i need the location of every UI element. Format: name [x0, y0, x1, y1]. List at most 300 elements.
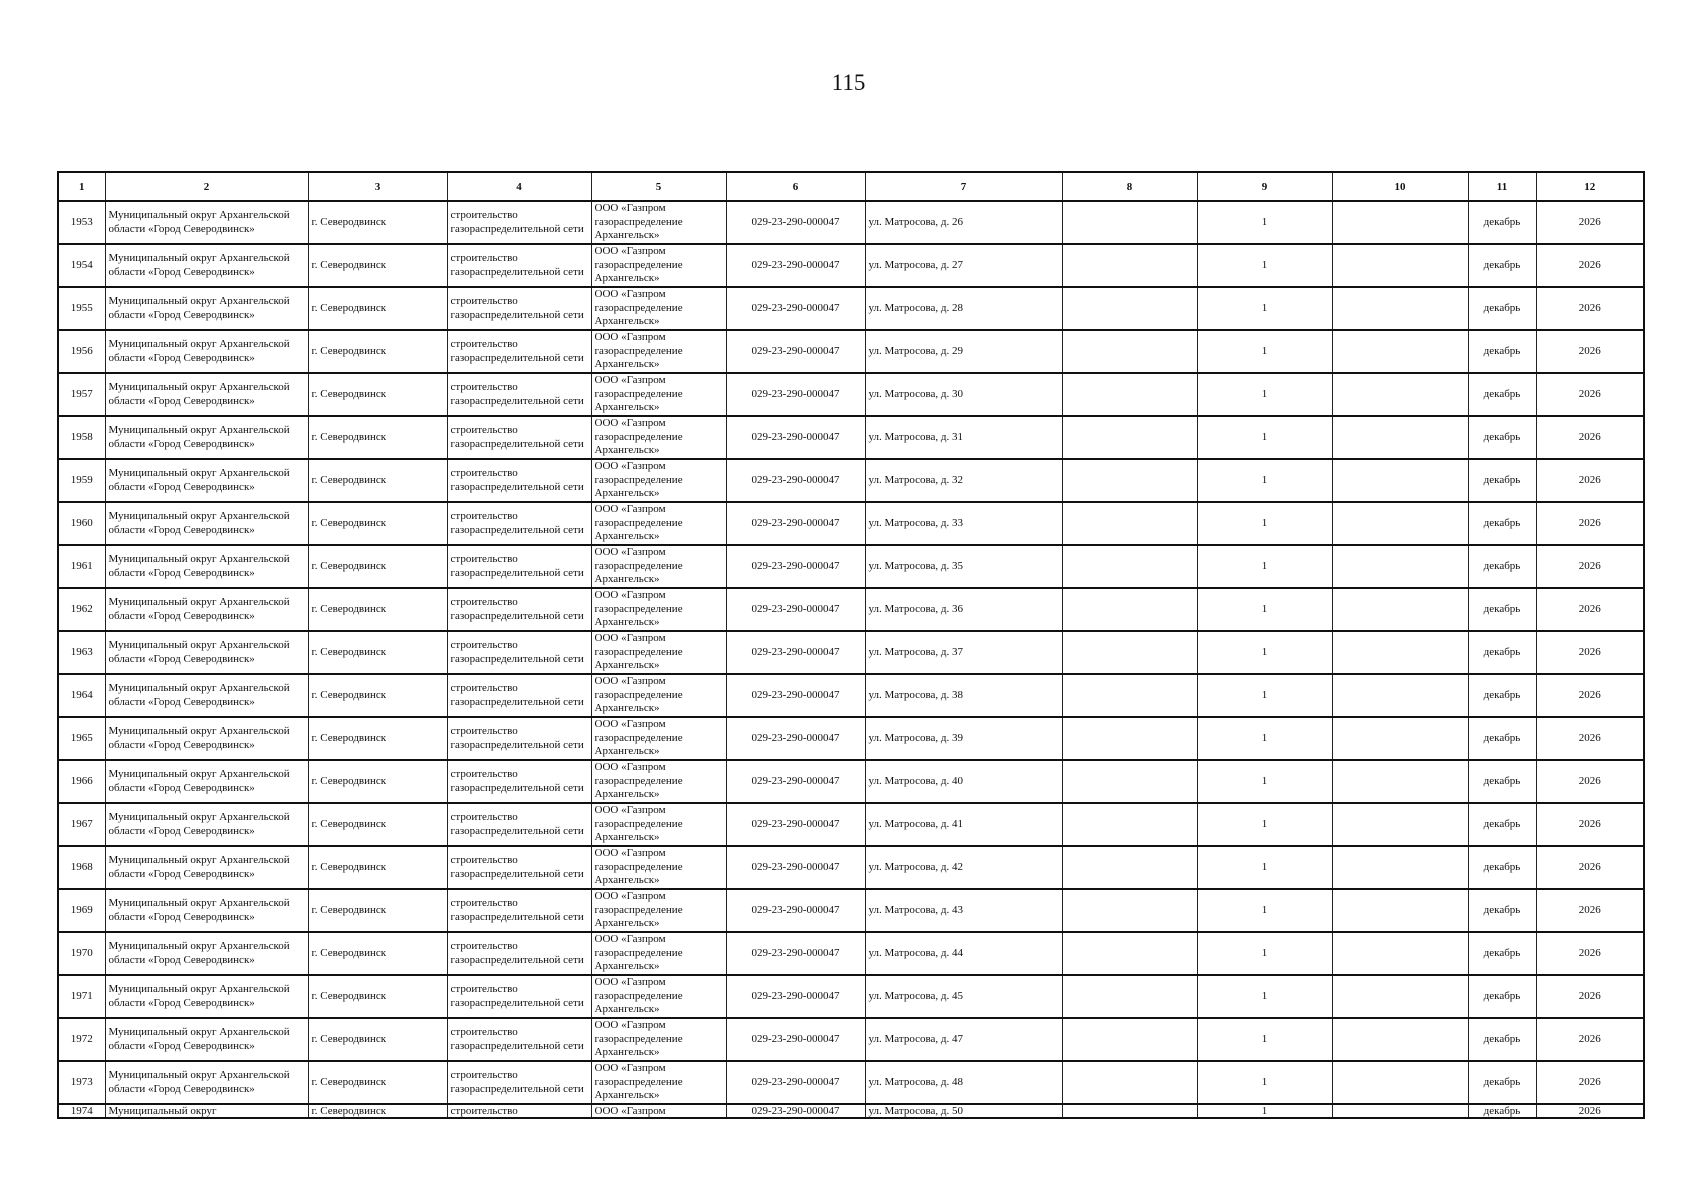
address-cell: ул. Матросова, д. 29 [865, 330, 1062, 373]
month-cell: декабрь [1468, 803, 1536, 846]
activity-type-cell: строительство газораспределительной сети [447, 1018, 591, 1061]
activity-type-cell: строительство газораспределительной сети [447, 244, 591, 287]
table-row [58, 416, 1644, 459]
quantity-cell: 1 [1197, 502, 1332, 545]
organization-cell: ООО «Газпром газораспределение Архангельск» [591, 1018, 726, 1061]
header-cell: 2 [105, 172, 308, 201]
column-8-value-cell [1062, 1018, 1197, 1061]
municipal-district-cell: Муниципальный округ Архангельской области «Город Северодвинск» [105, 674, 308, 717]
column-10-value-cell [1332, 201, 1468, 244]
year-cell: 2026 [1536, 545, 1644, 588]
organization-cell: ООО «Газпром газораспределение Архангельск» [591, 373, 726, 416]
activity-type-cell: строительство газораспределительной сети [447, 846, 591, 889]
table-row [58, 1061, 1644, 1104]
quantity-cell: 1 [1197, 975, 1332, 1018]
quantity-cell: 1 [1197, 588, 1332, 631]
registry-code-cell: 029-23-290-000047 [726, 717, 865, 760]
activity-type-cell: строительство газораспределительной сети [447, 975, 591, 1018]
city-cell: г. Северодвинск [308, 631, 447, 674]
column-8-value-cell [1062, 330, 1197, 373]
quantity-cell: 1 [1197, 459, 1332, 502]
column-8-value-cell [1062, 545, 1197, 588]
month-cell: декабрь [1468, 1061, 1536, 1104]
row-number-cell: 1966 [58, 760, 105, 803]
row-number-cell: 1969 [58, 889, 105, 932]
column-8-value-cell [1062, 459, 1197, 502]
column-10-value-cell [1332, 1018, 1468, 1061]
month-cell: декабрь [1468, 287, 1536, 330]
row-number-cell: 1962 [58, 588, 105, 631]
row-number-cell: 1971 [58, 975, 105, 1018]
column-10-value-cell [1332, 244, 1468, 287]
header-cell: 5 [591, 172, 726, 201]
registry-code-cell: 029-23-290-000047 [726, 889, 865, 932]
address-cell: ул. Матросова, д. 45 [865, 975, 1062, 1018]
registry-code-cell: 029-23-290-000047 [726, 545, 865, 588]
municipal-district-cell: Муниципальный округ Архангельской области «Город Северодвинск» [105, 459, 308, 502]
organization-cell: ООО «Газпром газораспределение Архангельск» [591, 588, 726, 631]
year-cell: 2026 [1536, 1018, 1644, 1061]
row-number-cell: 1964 [58, 674, 105, 717]
registry-code-cell: 029-23-290-000047 [726, 932, 865, 975]
column-10-value-cell [1332, 631, 1468, 674]
row-number-cell: 1965 [58, 717, 105, 760]
year-cell: 2026 [1536, 459, 1644, 502]
month-cell: декабрь [1468, 975, 1536, 1018]
year-cell: 2026 [1536, 717, 1644, 760]
year-cell: 2026 [1536, 416, 1644, 459]
year-cell: 2026 [1536, 1061, 1644, 1104]
column-10-value-cell [1332, 373, 1468, 416]
row-number-cell: 1954 [58, 244, 105, 287]
municipal-district-cell: Муниципальный округ Архангельской области «Город Северодвинск» [105, 588, 308, 631]
header-cell: 8 [1062, 172, 1197, 201]
quantity-cell: 1 [1197, 373, 1332, 416]
quantity-cell: 1 [1197, 416, 1332, 459]
organization-cell: ООО «Газпром газораспределение Архангельск» [591, 330, 726, 373]
activity-type-cell: строительство газораспределительной сети [447, 330, 591, 373]
quantity-cell: 1 [1197, 244, 1332, 287]
column-10-value-cell [1332, 330, 1468, 373]
table-row [58, 631, 1644, 674]
header-cell: 6 [726, 172, 865, 201]
activity-type-cell: строительство газораспределительной сети [447, 932, 591, 975]
city-cell: г. Северодвинск [308, 889, 447, 932]
row-number-cell: 1970 [58, 932, 105, 975]
column-10-value-cell [1332, 717, 1468, 760]
municipal-district-cell: Муниципальный округ Архангельской области «Город Северодвинск» [105, 545, 308, 588]
row-number-cell: 1968 [58, 846, 105, 889]
month-cell: декабрь [1468, 631, 1536, 674]
row-number-cell: 1963 [58, 631, 105, 674]
address-cell: ул. Матросова, д. 41 [865, 803, 1062, 846]
row-number-cell: 1959 [58, 459, 105, 502]
table-row [58, 889, 1644, 932]
municipal-district-cell: Муниципальный округ Архангельской области «Город Северодвинск» [105, 1018, 308, 1061]
organization-cell: ООО «Газпром газораспределение Архангельск» [591, 1061, 726, 1104]
quantity-cell: 1 [1197, 1061, 1332, 1104]
organization-cell: ООО «Газпром газораспределение Архангельск» [591, 717, 726, 760]
quantity-cell: 1 [1197, 803, 1332, 846]
registry-code-cell: 029-23-290-000047 [726, 846, 865, 889]
column-10-value-cell [1332, 674, 1468, 717]
row-number-cell: 1958 [58, 416, 105, 459]
table-row [58, 244, 1644, 287]
registry-code-cell: 029-23-290-000047 [726, 201, 865, 244]
registry-code-cell: 029-23-290-000047 [726, 244, 865, 287]
organization-cell: ООО «Газпром [591, 1104, 726, 1118]
table-row [58, 674, 1644, 717]
organization-cell: ООО «Газпром газораспределение Архангельск» [591, 287, 726, 330]
municipal-district-cell: Муниципальный округ Архангельской области «Город Северодвинск» [105, 760, 308, 803]
organization-cell: ООО «Газпром газораспределение Архангельск» [591, 545, 726, 588]
column-8-value-cell [1062, 760, 1197, 803]
month-cell: декабрь [1468, 674, 1536, 717]
municipal-district-cell: Муниципальный округ Архангельской области «Город Северодвинск» [105, 330, 308, 373]
organization-cell: ООО «Газпром газораспределение Архангельск» [591, 459, 726, 502]
municipal-district-cell: Муниципальный округ Архангельской области «Город Северодвинск» [105, 803, 308, 846]
registry-code-cell: 029-23-290-000047 [726, 760, 865, 803]
registry-code-cell: 029-23-290-000047 [726, 1061, 865, 1104]
column-10-value-cell [1332, 1104, 1468, 1118]
year-cell: 2026 [1536, 588, 1644, 631]
column-10-value-cell [1332, 459, 1468, 502]
month-cell: декабрь [1468, 502, 1536, 545]
municipal-district-cell: Муниципальный округ Архангельской области «Город Северодвинск» [105, 717, 308, 760]
city-cell: г. Северодвинск [308, 674, 447, 717]
organization-cell: ООО «Газпром газораспределение Архангельск» [591, 201, 726, 244]
table-row [58, 1104, 1644, 1118]
activity-type-cell: строительство газораспределительной сети [447, 889, 591, 932]
table-row [58, 201, 1644, 244]
registry-code-cell: 029-23-290-000047 [726, 588, 865, 631]
year-cell: 2026 [1536, 975, 1644, 1018]
quantity-cell: 1 [1197, 287, 1332, 330]
activity-type-cell: строительство газораспределительной сети [447, 631, 591, 674]
column-10-value-cell [1332, 889, 1468, 932]
organization-cell: ООО «Газпром газораспределение Архангельск» [591, 416, 726, 459]
address-cell: ул. Матросова, д. 50 [865, 1104, 1062, 1118]
year-cell: 2026 [1536, 1104, 1644, 1118]
table-row [58, 760, 1644, 803]
quantity-cell: 1 [1197, 330, 1332, 373]
month-cell: декабрь [1468, 588, 1536, 631]
activity-type-cell: строительство газораспределительной сети [447, 803, 591, 846]
table-row [58, 803, 1644, 846]
header-cell: 11 [1468, 172, 1536, 201]
column-8-value-cell [1062, 1061, 1197, 1104]
city-cell: г. Северодвинск [308, 846, 447, 889]
year-cell: 2026 [1536, 889, 1644, 932]
address-cell: ул. Матросова, д. 37 [865, 631, 1062, 674]
city-cell: г. Северодвинск [308, 373, 447, 416]
year-cell: 2026 [1536, 803, 1644, 846]
municipal-district-cell: Муниципальный округ Архангельской области «Город Северодвинск» [105, 1061, 308, 1104]
column-10-value-cell [1332, 588, 1468, 631]
registry-code-cell: 029-23-290-000047 [726, 1104, 865, 1118]
month-cell: декабрь [1468, 330, 1536, 373]
row-number-cell: 1967 [58, 803, 105, 846]
activity-type-cell: строительство газораспределительной сети [447, 760, 591, 803]
quantity-cell: 1 [1197, 760, 1332, 803]
month-cell: декабрь [1468, 760, 1536, 803]
city-cell: г. Северодвинск [308, 803, 447, 846]
table-row [58, 1018, 1644, 1061]
address-cell: ул. Матросова, д. 42 [865, 846, 1062, 889]
month-cell: декабрь [1468, 932, 1536, 975]
column-8-value-cell [1062, 674, 1197, 717]
column-8-value-cell [1062, 803, 1197, 846]
row-number-cell: 1974 [58, 1104, 105, 1118]
organization-cell: ООО «Газпром газораспределение Архангельск» [591, 803, 726, 846]
organization-cell: ООО «Газпром газораспределение Архангельск» [591, 932, 726, 975]
table-row [58, 588, 1644, 631]
year-cell: 2026 [1536, 502, 1644, 545]
column-10-value-cell [1332, 803, 1468, 846]
month-cell: декабрь [1468, 717, 1536, 760]
quantity-cell: 1 [1197, 717, 1332, 760]
activity-type-cell: строительство газораспределительной сети [447, 459, 591, 502]
header-cell: 12 [1536, 172, 1644, 201]
year-cell: 2026 [1536, 201, 1644, 244]
activity-type-cell: строительство [447, 1104, 591, 1118]
activity-type-cell: строительство газораспределительной сети [447, 717, 591, 760]
city-cell: г. Северодвинск [308, 932, 447, 975]
column-10-value-cell [1332, 1061, 1468, 1104]
organization-cell: ООО «Газпром газораспределение Архангельск» [591, 631, 726, 674]
column-10-value-cell [1332, 846, 1468, 889]
address-cell: ул. Матросова, д. 27 [865, 244, 1062, 287]
address-cell: ул. Матросова, д. 38 [865, 674, 1062, 717]
row-number-cell: 1957 [58, 373, 105, 416]
row-number-cell: 1972 [58, 1018, 105, 1061]
organization-cell: ООО «Газпром газораспределение Архангельск» [591, 760, 726, 803]
organization-cell: ООО «Газпром газораспределение Архангельск» [591, 674, 726, 717]
city-cell: г. Северодвинск [308, 717, 447, 760]
quantity-cell: 1 [1197, 631, 1332, 674]
month-cell: декабрь [1468, 201, 1536, 244]
table-row [58, 502, 1644, 545]
registry-code-cell: 029-23-290-000047 [726, 502, 865, 545]
activity-type-cell: строительство газораспределительной сети [447, 416, 591, 459]
municipal-district-cell: Муниципальный округ Архангельской области «Город Северодвинск» [105, 244, 308, 287]
city-cell: г. Северодвинск [308, 1061, 447, 1104]
address-cell: ул. Матросова, д. 28 [865, 287, 1062, 330]
address-cell: ул. Матросова, д. 30 [865, 373, 1062, 416]
municipal-district-cell: Муниципальный округ Архангельской области «Город Северодвинск» [105, 889, 308, 932]
row-number-cell: 1960 [58, 502, 105, 545]
column-8-value-cell [1062, 975, 1197, 1018]
year-cell: 2026 [1536, 846, 1644, 889]
column-8-value-cell [1062, 846, 1197, 889]
city-cell: г. Северодвинск [308, 502, 447, 545]
quantity-cell: 1 [1197, 1104, 1332, 1118]
year-cell: 2026 [1536, 330, 1644, 373]
quantity-cell: 1 [1197, 1018, 1332, 1061]
column-8-value-cell [1062, 201, 1197, 244]
column-10-value-cell [1332, 287, 1468, 330]
header-cell: 4 [447, 172, 591, 201]
city-cell: г. Северодвинск [308, 975, 447, 1018]
column-10-value-cell [1332, 932, 1468, 975]
address-cell: ул. Матросова, д. 33 [865, 502, 1062, 545]
address-cell: ул. Матросова, д. 35 [865, 545, 1062, 588]
month-cell: декабрь [1468, 545, 1536, 588]
row-number-cell: 1973 [58, 1061, 105, 1104]
table-row [58, 287, 1644, 330]
month-cell: декабрь [1468, 846, 1536, 889]
column-8-value-cell [1062, 932, 1197, 975]
activity-type-cell: строительство газораспределительной сети [447, 502, 591, 545]
year-cell: 2026 [1536, 631, 1644, 674]
header-cell: 10 [1332, 172, 1468, 201]
year-cell: 2026 [1536, 373, 1644, 416]
city-cell: г. Северодвинск [308, 545, 447, 588]
registry-code-cell: 029-23-290-000047 [726, 287, 865, 330]
column-10-value-cell [1332, 760, 1468, 803]
month-cell: декабрь [1468, 459, 1536, 502]
table-row [58, 846, 1644, 889]
page-number: 115 [831, 70, 866, 95]
registry-code-cell: 029-23-290-000047 [726, 631, 865, 674]
organization-cell: ООО «Газпром газораспределение Архангельск» [591, 846, 726, 889]
column-8-value-cell [1062, 889, 1197, 932]
address-cell: ул. Матросова, д. 26 [865, 201, 1062, 244]
activity-type-cell: строительство газораспределительной сети [447, 545, 591, 588]
column-8-value-cell [1062, 1104, 1197, 1118]
activity-type-cell: строительство газораспределительной сети [447, 201, 591, 244]
table-row [58, 717, 1644, 760]
month-cell: декабрь [1468, 1104, 1536, 1118]
row-number-cell: 1953 [58, 201, 105, 244]
municipal-district-cell: Муниципальный округ Архангельской области «Город Северодвинск» [105, 201, 308, 244]
address-cell: ул. Матросова, д. 43 [865, 889, 1062, 932]
table-row [58, 330, 1644, 373]
quantity-cell: 1 [1197, 674, 1332, 717]
month-cell: декабрь [1468, 373, 1536, 416]
month-cell: декабрь [1468, 416, 1536, 459]
address-cell: ул. Матросова, д. 47 [865, 1018, 1062, 1061]
municipal-district-cell: Муниципальный округ Архангельской области «Город Северодвинск» [105, 631, 308, 674]
registry-code-cell: 029-23-290-000047 [726, 459, 865, 502]
row-number-cell: 1955 [58, 287, 105, 330]
city-cell: г. Северодвинск [308, 1104, 447, 1118]
month-cell: декабрь [1468, 244, 1536, 287]
organization-cell: ООО «Газпром газораспределение Архангельск» [591, 889, 726, 932]
table-row [58, 975, 1644, 1018]
year-cell: 2026 [1536, 244, 1644, 287]
column-8-value-cell [1062, 416, 1197, 459]
activity-type-cell: строительство газораспределительной сети [447, 674, 591, 717]
municipal-district-cell: Муниципальный округ [105, 1104, 308, 1118]
header-cell: 3 [308, 172, 447, 201]
table-row [58, 932, 1644, 975]
municipal-district-cell: Муниципальный округ Архангельской области «Город Северодвинск» [105, 502, 308, 545]
row-number-cell: 1956 [58, 330, 105, 373]
municipal-district-cell: Муниципальный округ Архангельской области «Город Северодвинск» [105, 373, 308, 416]
city-cell: г. Северодвинск [308, 588, 447, 631]
city-cell: г. Северодвинск [308, 287, 447, 330]
municipal-district-cell: Муниципальный округ Архангельской области «Город Северодвинск» [105, 287, 308, 330]
row-number-cell: 1961 [58, 545, 105, 588]
header-cell: 9 [1197, 172, 1332, 201]
header-cell: 7 [865, 172, 1062, 201]
address-cell: ул. Матросова, д. 44 [865, 932, 1062, 975]
column-8-value-cell [1062, 244, 1197, 287]
activity-type-cell: строительство газораспределительной сети [447, 588, 591, 631]
activity-type-cell: строительство газораспределительной сети [447, 1061, 591, 1104]
column-8-value-cell [1062, 502, 1197, 545]
address-cell: ул. Матросова, д. 40 [865, 760, 1062, 803]
municipal-district-cell: Муниципальный округ Архангельской области «Город Северодвинск» [105, 975, 308, 1018]
registry-code-cell: 029-23-290-000047 [726, 373, 865, 416]
activity-type-cell: строительство газораспределительной сети [447, 287, 591, 330]
column-10-value-cell [1332, 545, 1468, 588]
register-table [57, 171, 1645, 1119]
address-cell: ул. Матросова, д. 36 [865, 588, 1062, 631]
column-8-value-cell [1062, 631, 1197, 674]
month-cell: декабрь [1468, 1018, 1536, 1061]
activity-type-cell: строительство газораспределительной сети [447, 373, 591, 416]
registry-code-cell: 029-23-290-000047 [726, 674, 865, 717]
column-10-value-cell [1332, 975, 1468, 1018]
organization-cell: ООО «Газпром газораспределение Архангельск» [591, 244, 726, 287]
organization-cell: ООО «Газпром газораспределение Архангельск» [591, 502, 726, 545]
registry-code-cell: 029-23-290-000047 [726, 330, 865, 373]
year-cell: 2026 [1536, 287, 1644, 330]
table-row [58, 459, 1644, 502]
city-cell: г. Северодвинск [308, 416, 447, 459]
quantity-cell: 1 [1197, 201, 1332, 244]
municipal-district-cell: Муниципальный округ Архангельской области «Город Северодвинск» [105, 846, 308, 889]
municipal-district-cell: Муниципальный округ Архангельской области «Город Северодвинск» [105, 416, 308, 459]
city-cell: г. Северодвинск [308, 1018, 447, 1061]
quantity-cell: 1 [1197, 932, 1332, 975]
column-10-value-cell [1332, 502, 1468, 545]
column-8-value-cell [1062, 287, 1197, 330]
city-cell: г. Северодвинск [308, 330, 447, 373]
registry-code-cell: 029-23-290-000047 [726, 1018, 865, 1061]
city-cell: г. Северодвинск [308, 760, 447, 803]
quantity-cell: 1 [1197, 545, 1332, 588]
register-body [58, 201, 1644, 1118]
column-10-value-cell [1332, 416, 1468, 459]
header-cell: 1 [58, 172, 105, 201]
year-cell: 2026 [1536, 674, 1644, 717]
municipal-district-cell: Муниципальный округ Архангельской области «Город Северодвинск» [105, 932, 308, 975]
organization-cell: ООО «Газпром газораспределение Архангельск» [591, 975, 726, 1018]
year-cell: 2026 [1536, 932, 1644, 975]
address-cell: ул. Матросова, д. 31 [865, 416, 1062, 459]
header-row [58, 172, 1644, 201]
address-cell: ул. Матросова, д. 39 [865, 717, 1062, 760]
city-cell: г. Северодвинск [308, 459, 447, 502]
year-cell: 2026 [1536, 760, 1644, 803]
registry-code-cell: 029-23-290-000047 [726, 416, 865, 459]
column-8-value-cell [1062, 373, 1197, 416]
table-row [58, 545, 1644, 588]
quantity-cell: 1 [1197, 889, 1332, 932]
table-row [58, 373, 1644, 416]
address-cell: ул. Матросова, д. 48 [865, 1061, 1062, 1104]
registry-code-cell: 029-23-290-000047 [726, 975, 865, 1018]
city-cell: г. Северодвинск [308, 201, 447, 244]
month-cell: декабрь [1468, 889, 1536, 932]
city-cell: г. Северодвинск [308, 244, 447, 287]
column-8-value-cell [1062, 717, 1197, 760]
column-8-value-cell [1062, 588, 1197, 631]
quantity-cell: 1 [1197, 846, 1332, 889]
